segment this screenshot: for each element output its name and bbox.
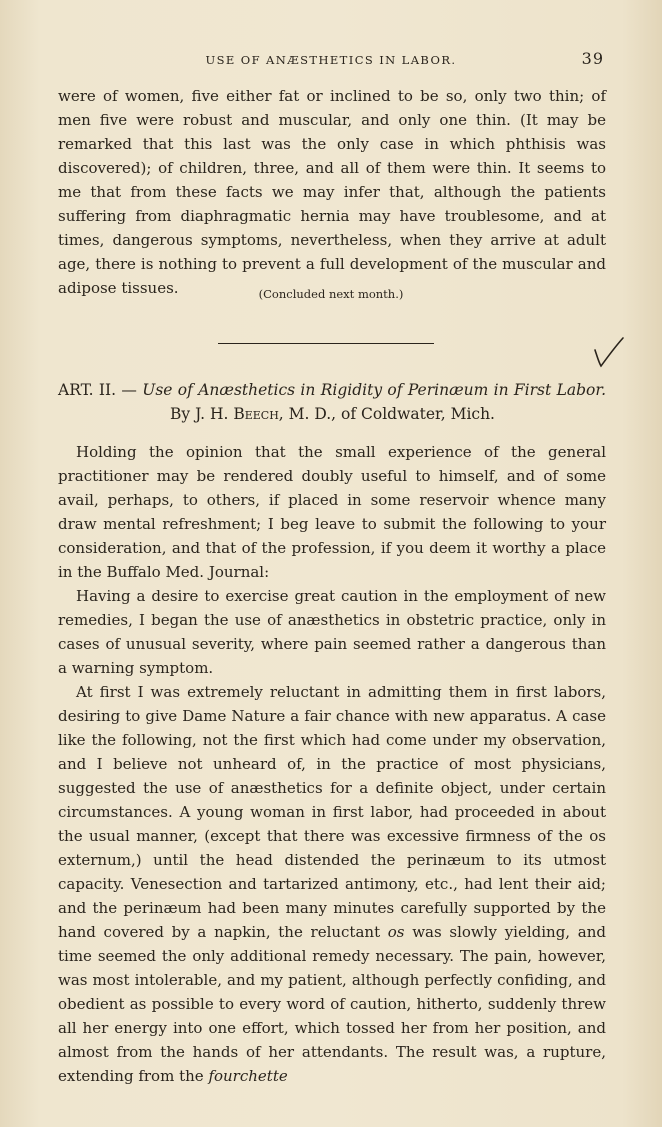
byline-prefix: By J. H. [170,405,229,423]
running-head [58,49,604,69]
concluded-note: (Concluded next month.) [258,287,404,301]
handwritten-checkmark-icon [592,336,626,370]
paragraph-3-os: os [387,923,405,941]
author-surname: Beech [233,405,279,423]
page-number: 39 [581,49,604,68]
article-heading [58,378,606,426]
paragraph-3-fourchette: fourchette [208,1067,288,1085]
paragraph-3-part-1: At first I was extremely reluctant in admitting them in first labors, desiring to give Dame Nature a fair chance with new apparatus. A case like the following, not the first which had come under my observation, and I believe not unheard of, in the practice of most physicians, suggested the use of anæsthetics for a definite object, under certain circumstances. A young woman in first labor, had proceeded in about the usual manner, (except that there was excessive firmness of the os externum,) until the head distended the perinæum to its utmost capacity. Venesection and tartarized antimony, etc., had lent their aid; and the perinæum had been many minutes carefully supported by the hand covered by a napkin, the reluctant [58,683,606,941]
continued-paragraph: were of women, five either fat or inclined to be so, only two thin; of men five were robust and muscular, and only one thin. (It may be remarked that this last was the only case in which phthisis was discovered); of children, three, and all of them were thin. It seems to me that from these facts we may infer that, although the patients suffering from diaphragmatic hernia may have troublesome, and at times, dangerous symptoms, nevertheless, when they arrive at adult age, there is nothing to prevent a full development of the muscular and adipose tissues. [58,87,606,297]
article-title: Use of Anæsthetics in Rigidity of Perinæum in First Labor. [142,381,606,399]
article-heading-line [58,378,606,402]
paragraph-3 [58,680,606,1088]
paragraph-3-part-2: was slowly yielding, and time seemed the only additional remedy necessary. The pain, however, was most intolerable, and my patient, although perfectly confiding, and obedient as possible to every word of caution, hitherto, suddenly threw all her energy into one effort, which tossed her from her position, and almost from the hands of her attendants. The result was, a rupture, extending from the [58,923,606,1085]
article-number: ART. II. — [58,381,137,399]
running-title: USE OF ANÆSTHETICS IN LABOR. [205,53,457,67]
article-body [58,440,606,1088]
byline-suffix: , M. D., of Coldwater, Mich. [278,405,495,423]
section-divider [218,343,434,344]
paragraph-1: Holding the opinion that the small experience of the general practitioner may be rendered doubly useful to himself, and of some avail, perhaps, to others, if placed in some reservoir whence many draw mental refreshment; I beg leave to submit the following to your consideration, and that of the profession, if you deem it worthy a place in the Buffalo Med. Journal: [58,443,606,581]
article-byline [58,402,606,426]
paragraph-2: Having a desire to exercise great caution in the employment of new remedies, I began the use of anæsthetics in obstetric practice, only in cases of unusual severity, where pain seemed rather a dangerous than a warning symptom. [58,587,606,677]
continued-paragraph-block [58,84,606,300]
